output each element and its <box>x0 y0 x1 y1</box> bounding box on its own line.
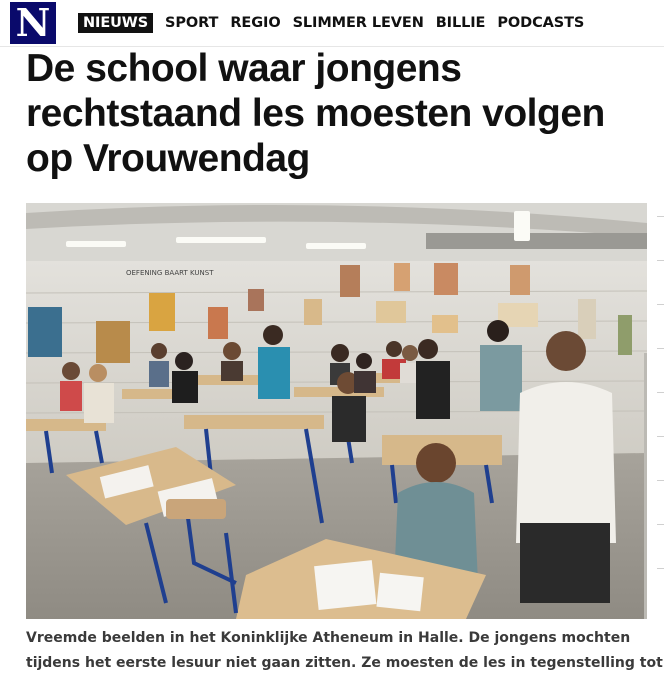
wall-poster <box>434 263 458 295</box>
main-nav <box>78 12 596 34</box>
wall-poster <box>208 307 228 339</box>
wall-poster <box>248 289 264 311</box>
nav-item-slimmer-leven[interactable]: SLIMMER LEVEN <box>292 15 424 31</box>
caption-line-2: tijdens het eerste lesuur niet gaan zitten. Ze moesten de les in tegenstelling tot <box>26 655 663 671</box>
nav-item-regio[interactable]: REGIO <box>230 15 281 31</box>
chair-seat <box>166 499 226 519</box>
ceiling-light <box>176 237 266 243</box>
desk <box>184 415 324 429</box>
nav-item-podcasts[interactable]: PODCASTS <box>497 15 585 31</box>
article-headline <box>26 46 656 181</box>
wall-poster <box>432 315 458 333</box>
ventilation-duct <box>426 233 647 249</box>
wall-poster <box>96 321 130 363</box>
ceiling-light <box>66 241 126 247</box>
wall-poster <box>578 299 596 339</box>
right-edge-rule <box>657 216 664 217</box>
wall-poster <box>340 265 360 297</box>
wall-poster <box>394 263 410 291</box>
right-edge-rule <box>657 524 664 525</box>
wall-poster <box>618 315 632 355</box>
right-edge-rule <box>657 348 664 349</box>
nav-item-billie[interactable]: BILLIE <box>435 15 486 31</box>
site-logo[interactable]: N <box>10 2 56 44</box>
photo-caption <box>26 626 663 676</box>
wall-sign-text: OEFENING BAART KUNST <box>126 269 214 277</box>
nav-item-sport[interactable]: SPORT <box>165 15 219 31</box>
paper-sheet <box>314 560 376 610</box>
headline-line-1: De school waar jongens <box>26 47 462 90</box>
right-edge-rule <box>657 480 664 481</box>
caption-line-1: Vreemde beelden in het Koninklijke Atheneum in Halle. De jongens mochten <box>26 630 631 646</box>
right-edge-rule <box>657 392 664 393</box>
wall-poster <box>304 299 322 325</box>
headline-line-2: rechtstaand les moesten volgen <box>26 92 605 135</box>
nav-item-nieuws[interactable]: NIEUWS <box>78 13 153 33</box>
wall-poster <box>376 301 406 323</box>
wall-poster <box>149 293 175 331</box>
right-edge-rule <box>657 436 664 437</box>
top-navigation-bar <box>0 0 664 47</box>
ceiling-light <box>306 243 366 249</box>
ceiling-light <box>514 211 530 241</box>
right-edge-rule <box>657 568 664 569</box>
window-frame <box>644 353 647 619</box>
wall-poster <box>28 307 62 357</box>
paper-sheet <box>376 573 423 611</box>
headline-line-3: op Vrouwendag <box>26 137 310 180</box>
classroom-photo-illustration <box>26 203 647 619</box>
article-photo[interactable] <box>26 203 647 619</box>
right-edge-rule <box>657 304 664 305</box>
wall-poster <box>510 265 530 295</box>
right-edge-rule <box>657 260 664 261</box>
